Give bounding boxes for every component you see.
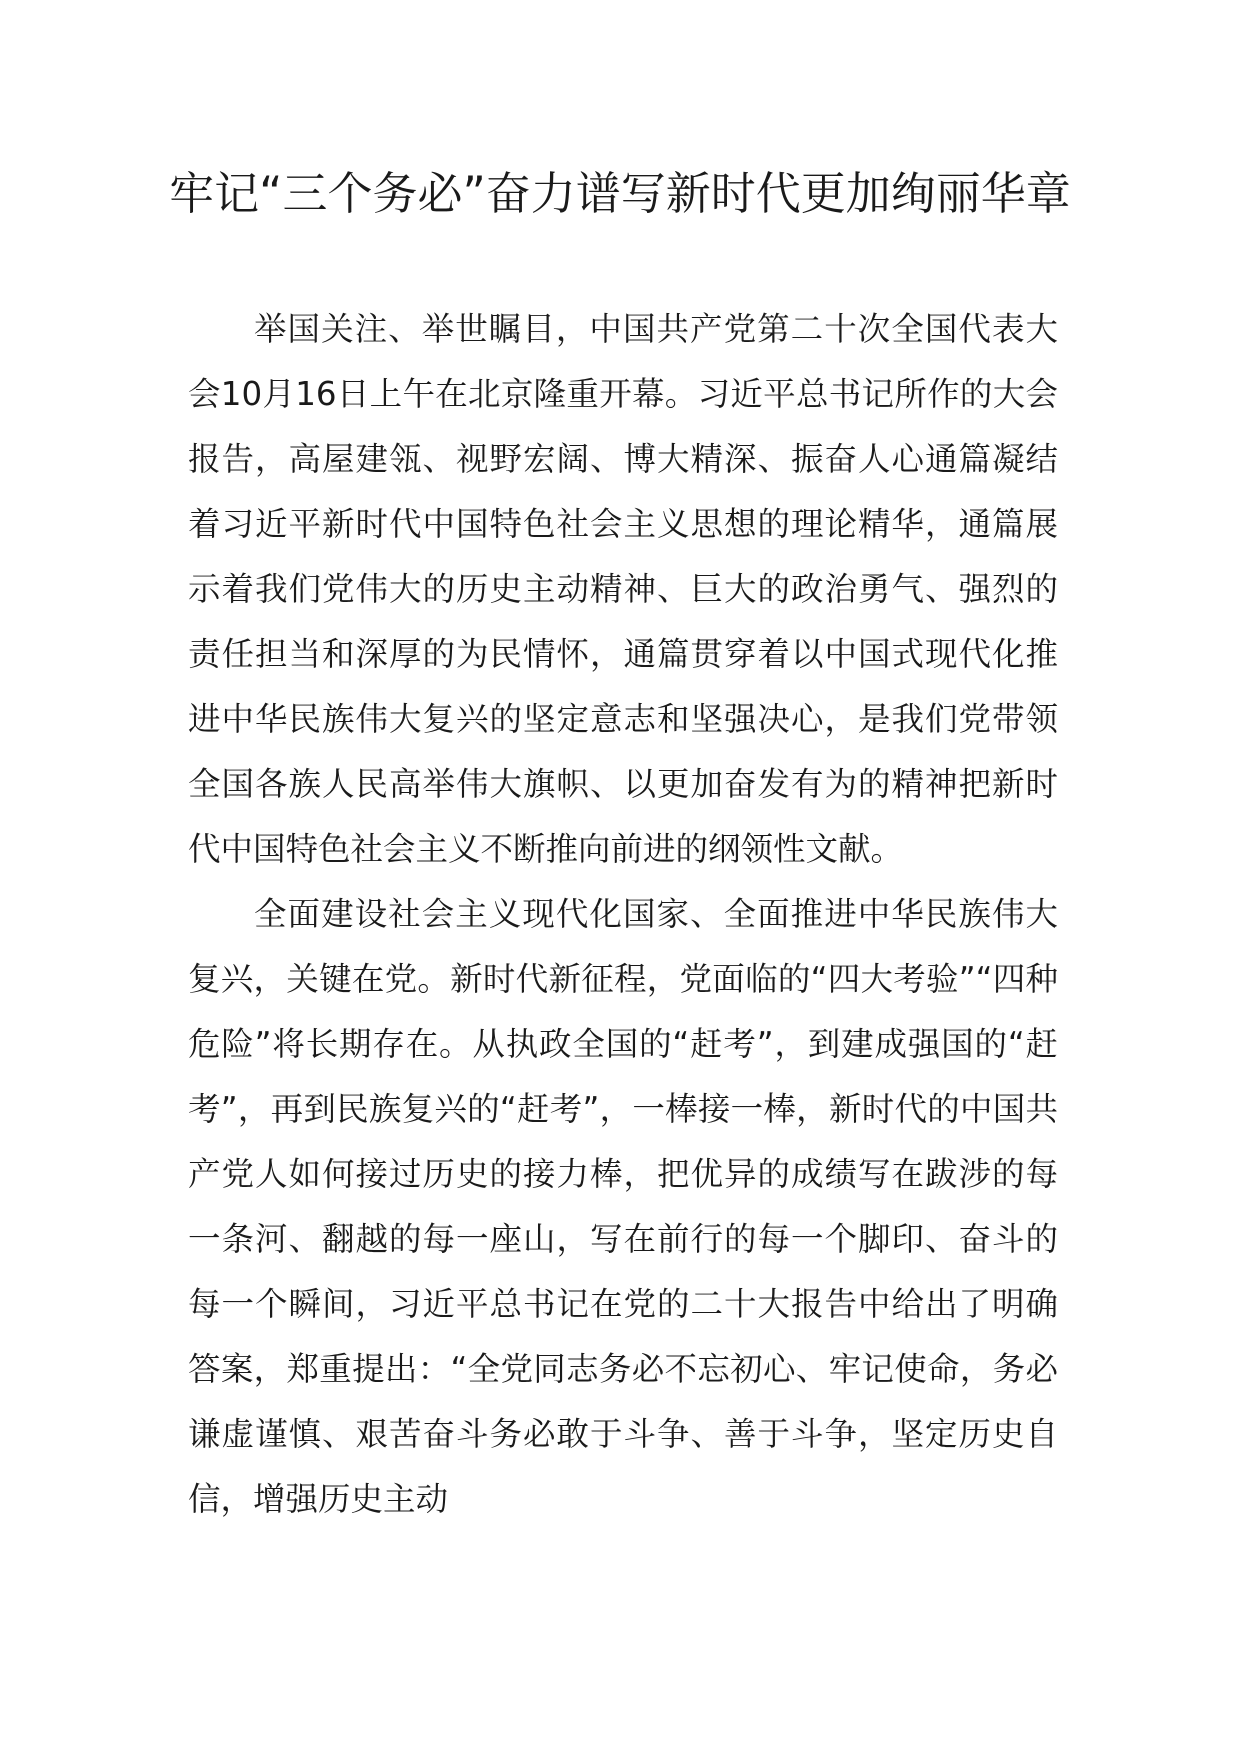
page-title: 牢记“三个务必”奋力谱写新时代更加绚丽华章 [169,167,1071,220]
article-body [188,297,1058,1532]
paragraph-1: 举国关注、举世瞩目，中国共产党第二十次全国代表大会10月16日上午在北京隆重开幕。习近平总书记所作的大会报告，高屋建瓴、视野宏阔、博大精深、振奋人心通篇凝结着习近平新时代中国特色社会主义思想的理论精华，通篇展示着我们党伟大的历史主动精神、巨大的政治勇气、强烈的责任担当和深厚的为民情怀，通篇贯穿着以中国式现代化推进中华民族伟大复兴的坚定意志和坚强决心，是我们党带领全国各族人民高举伟大旗帜、以更加奋发有为的精神把新时代中国特色社会主义不断推向前进的纲领性文献。 [188,310,1058,868]
paragraph-2: 全面建设社会主义现代化国家、全面推进中华民族伟大复兴，关键在党。新时代新征程，党面临的“四大考验”“四种危险”将长期存在。从执政全国的“赶考”，到建成强国的“赶考”，再到民族复兴的“赶考”，一棒接一棒，新时代的中国共产党人如何接过历史的接力棒，把优异的成绩写在跋涉的每一条河、翻越的每一座山，写在前行的每一个脚印、奋斗的每一个瞬间，习近平总书记在党的二十大报告中给出了明确答案，郑重提出：“全党同志务必不忘初心、牢记使命，务必谦虚谨慎、艰苦奋斗务必敢于斗争、善于斗争，坚定历史自信，增强历史主动 [188,895,1058,1518]
